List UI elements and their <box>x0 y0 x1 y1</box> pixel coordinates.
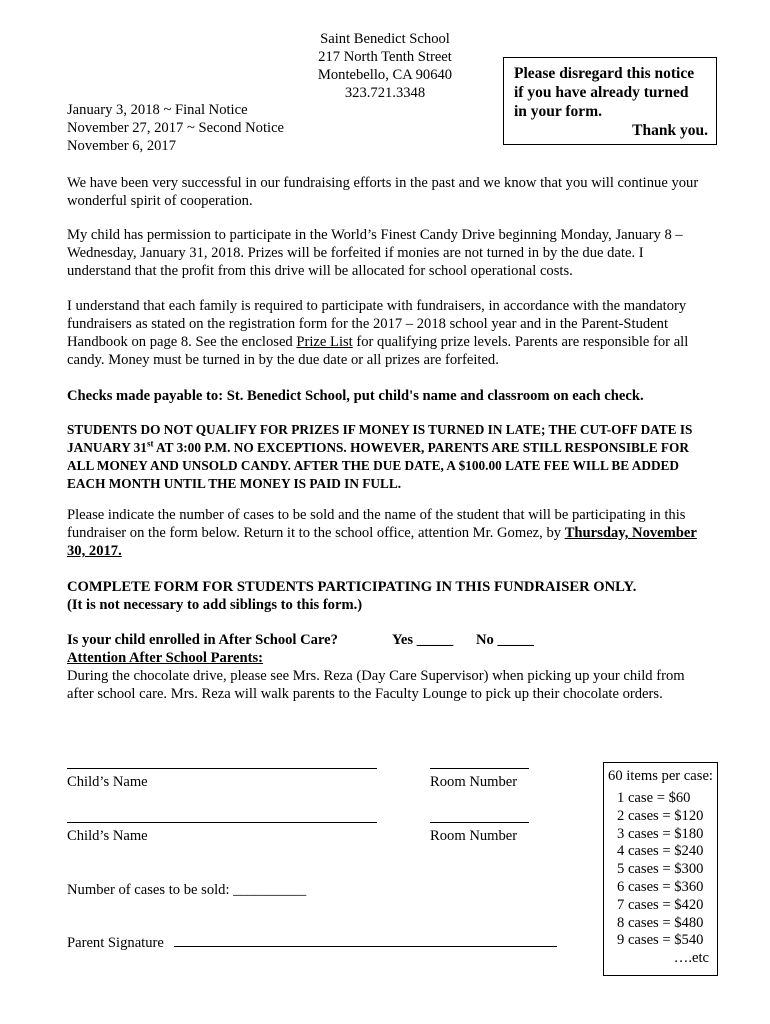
cases-box-header: 60 items per case: <box>608 768 713 784</box>
warning-text-start: STUDENTS DO NOT QUALIFY FOR PRIZES IF MONEY IS TURNED IN LATE; THE CUT-OFF DATE IS JANUARY 31 <box>67 422 693 455</box>
room-number-line-2[interactable] <box>430 822 529 823</box>
prize-list-link[interactable]: Prize List <box>296 334 353 350</box>
cases-sold-field[interactable]: Number of cases to be sold: __________ <box>67 882 307 898</box>
second-notice-date: November 27, 2017 ~ Second Notice <box>67 120 285 136</box>
school-phone: 323.721.3348 <box>344 85 426 101</box>
notice-dates <box>67 101 284 155</box>
notice-thanks: Thank you. <box>632 122 708 139</box>
school-name: Saint Benedict School <box>320 31 450 47</box>
attention-heading: Attention After School Parents: <box>67 650 264 666</box>
notice-line-3: in your form. <box>514 103 602 120</box>
cases-etc: ….etc <box>673 950 709 967</box>
warning-text-end: AT 3:00 P.M. NO EXCEPTIONS. HOWEVER, PARENTS ARE STILL RESPONSIBLE FOR ALL MONEY AND UNSOLD CANDY. AFTER THE DUE DATE, A $100.00 LATE FEE WILL BE ADDED EACH MONTH UNTIL THE MONEY IS PAID IN FULL. <box>67 440 689 491</box>
return-deadline: Thursday, November 30, 2017. <box>67 525 697 559</box>
case-price-row: 2 cases = $120 <box>617 807 704 824</box>
complete-form-heading <box>67 578 707 614</box>
parent-signature-line[interactable] <box>174 946 557 947</box>
school-address-block <box>285 30 485 102</box>
after-school-no-field[interactable]: No _____ <box>476 632 534 648</box>
after-school-question: Is your child enrolled in After School Care? <box>67 632 338 648</box>
child-name-label-2: Child’s Name <box>67 828 148 844</box>
intro-paragraph: We have been very successful in our fundraising efforts in the past and we know that you will continue your wonderful spirit of cooperation. <box>67 175 699 209</box>
disregard-notice-box <box>503 57 717 145</box>
participation-text-end: for qualifying prize levels. Parents are responsible for all candy. Money must be turned in by the due date or all prizes are forfeited. <box>67 334 689 368</box>
room-number-label-2: Room Number <box>430 828 518 844</box>
complete-form-line-1: COMPLETE FORM FOR STUDENTS PARTICIPATING IN THIS FUNDRAISER ONLY. <box>67 579 637 595</box>
room-number-line-1[interactable] <box>430 768 529 769</box>
participation-paragraph <box>67 297 707 369</box>
child-name-line-2[interactable] <box>67 822 377 823</box>
child-name-label-1: Child’s Name <box>67 774 148 790</box>
child-name-line-1[interactable] <box>67 768 377 769</box>
room-number-label-1: Room Number <box>430 774 518 790</box>
final-notice-date: January 3, 2018 ~ Final Notice <box>67 102 248 118</box>
notice-line-1: Please disregard this notice <box>514 65 695 82</box>
permission-paragraph: My child has permission to participate in the World’s Finest Candy Drive beginning Monday, January 8 – Wednesday, January 31, 2018. Prizes will be forfeited if monies are not turned in by the due date. I understand that the profit from this drive will be allocated for school operational costs. <box>67 227 683 279</box>
notice-line-2: if you have already turned <box>514 84 689 101</box>
warning-superscript: st <box>146 438 154 449</box>
case-price-row: 5 cases = $300 <box>617 861 704 878</box>
cases-pricing-box <box>603 762 718 976</box>
parent-signature-label: Parent Signature <box>67 935 164 951</box>
attention-paragraph: During the chocolate drive, please see Mrs. Reza (Day Care Supervisor) when picking up your child from after school care. Mrs. Reza will walk parents to the Faculty Lounge to pick up their chocolate orders. <box>67 668 685 702</box>
complete-form-line-2: (It is not necessary to add siblings to this form.) <box>67 597 363 613</box>
checks-payable-note: Checks made payable to: St. Benedict School, put child's name and classroom on each check. <box>67 388 644 404</box>
instructions-paragraph <box>67 506 702 560</box>
case-price-row: 1 case = $60 <box>617 790 691 806</box>
case-price-row: 8 cases = $480 <box>617 914 704 931</box>
instructions-text: Please indicate the number of cases to be sold and the name of the student that will be participating in this fundraiser on the form below. Return it to the school office, attention Mr. Gomez, by <box>67 507 686 541</box>
case-price-row: 4 cases = $240 <box>617 843 704 860</box>
late-money-warning <box>67 421 717 493</box>
case-price-row: 3 cases = $180 <box>617 825 704 842</box>
first-notice-date: November 6, 2017 <box>67 138 177 154</box>
case-price-row: 7 cases = $420 <box>617 896 704 913</box>
after-school-yes-field[interactable]: Yes _____ <box>392 632 454 648</box>
school-city: Montebello, CA 90640 <box>317 67 453 83</box>
school-street: 217 North Tenth Street <box>318 49 452 65</box>
case-price-row: 6 cases = $360 <box>617 878 704 895</box>
participation-text-start: I understand that each family is required to participate with fundraisers, in accordance with the mandatory fundraisers as stated on the registration form for the 2017 – 2018 school year and in the Parent-Student Handbook on page 8. See the enclosed <box>67 298 687 350</box>
case-price-row: 9 cases = $540 <box>617 932 704 949</box>
